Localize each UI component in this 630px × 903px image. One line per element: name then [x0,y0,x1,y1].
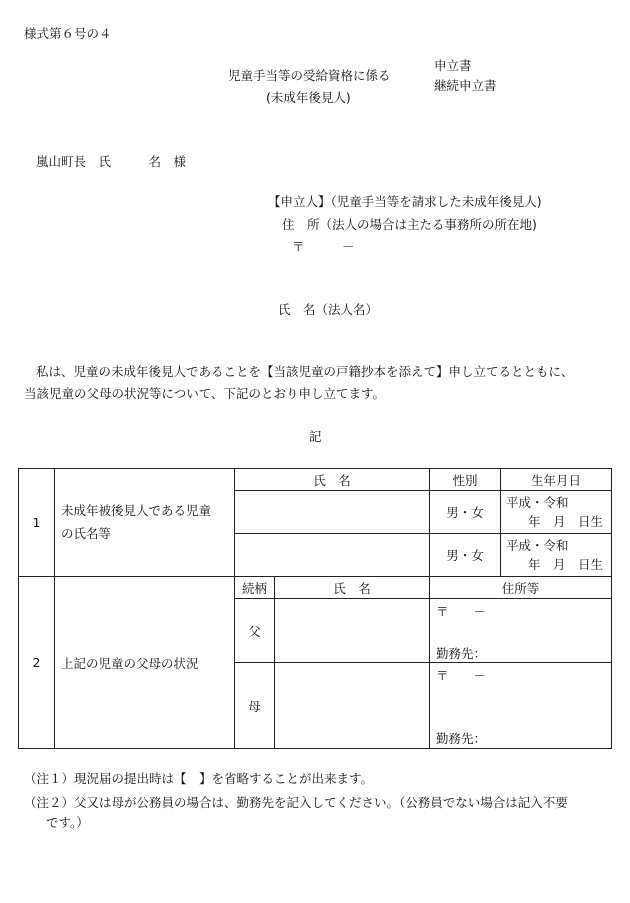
mother-workplace: 勤務先： [436,731,487,746]
applicant-postal: 〒 － [292,239,355,254]
row1-number: 1 [19,469,55,577]
child2-birthdate[interactable] [501,534,612,577]
addressee-mayor: 嵐山町長 氏 名 様 [36,154,187,169]
mother-postal: 〒 － [436,668,487,683]
relation-mother: 母 [235,663,275,749]
col-header-name2: 氏 名 [275,577,430,599]
col-header-sex: 性別 [430,469,501,491]
form-number: 様式第６号の４ [24,26,112,41]
row1-label-line1: 未成年被後見人である児童 [61,503,212,518]
col-header-relation: 続柄 [235,577,275,599]
child2-era: 平成・令和 [506,537,569,553]
note-2-line2: です。） [46,815,89,830]
form-title-line1: 児童手当等の受給資格に係る [228,68,391,83]
father-postal: 〒 － [436,604,487,619]
child1-era: 平成・令和 [506,494,569,510]
col-header-birthdate: 生年月日 [501,469,612,491]
statement-line1: 私は、児童の未成年後見人であることを【当該児童の戸籍抄本を添えて】申し立てるとともに、 [36,364,574,379]
child1-name-field[interactable] [235,491,430,534]
father-workplace: 勤務先： [436,646,487,661]
statement-line2: 当該児童の父母の状況等について、下記のとおり申し立てます。 [24,386,386,401]
ki-heading: 記 [309,429,322,444]
note-2-line1: （注２）父又は母が公務員の場合は、勤務先を記入してください。（公務員でない場合は記入不要 [24,795,568,810]
mother-name-field[interactable] [275,663,430,749]
applicant-name-label: 氏 名（法人名） [278,302,379,317]
doc-type-application: 申立書 [434,58,472,73]
father-address-field[interactable] [430,599,612,663]
col-header-address: 住所等 [430,577,612,599]
mother-address-field[interactable] [430,663,612,749]
child1-ymd: 年 月 日生 [528,514,604,529]
row1-label-line2: の氏名等 [61,525,112,541]
applicant-address-label: 住 所（法人の場合は主たる事務所の所在地) [282,217,537,232]
row2-number: 2 [19,577,55,749]
form-title-line2: (未成年後見人) [266,90,351,105]
note-1: （注１）現況届の提出時は【 】を省略することが出来ます。 [24,771,374,786]
child2-sex[interactable]: 男・女 [430,534,501,577]
row2-label: 上記の児童の父母の状況 [55,577,235,749]
relation-father: 父 [235,599,275,663]
col-header-name: 氏 名 [235,469,430,491]
child1-birthdate[interactable] [501,491,612,534]
child1-sex[interactable]: 男・女 [430,491,501,534]
father-name-field[interactable] [275,599,430,663]
status-table [18,468,612,749]
applicant-heading: 【申立人】（児童手当等を請求した未成年後見人) [268,194,542,209]
row1-label [55,469,235,577]
child2-name-field[interactable] [235,534,430,577]
doc-type-continuation: 継続申立書 [434,78,497,93]
child2-ymd: 年 月 日生 [528,557,604,572]
